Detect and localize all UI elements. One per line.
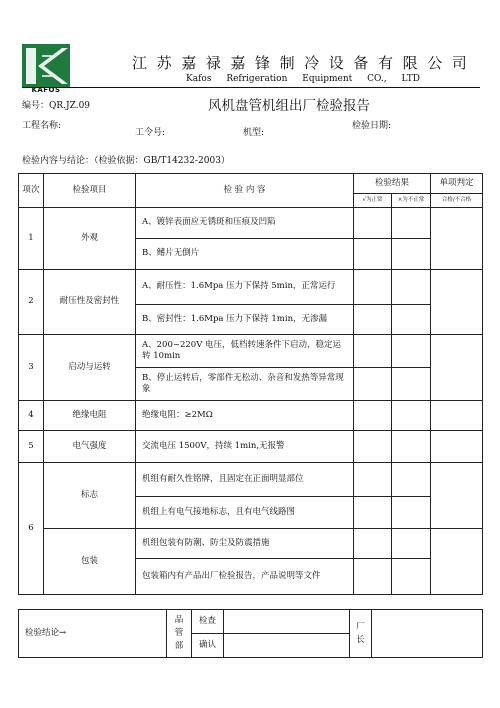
header-judgement: 单项判定: [431, 174, 483, 194]
company-name-en: Kafos Refrigeration Equipment CO., LTD: [186, 74, 420, 84]
row-content: B、密封性：1.6Mpa 压力下保持 1min，无渗漏: [136, 305, 354, 335]
table-row: [19, 529, 483, 559]
result-ng-cell[interactable]: [392, 559, 431, 595]
result-ok-cell[interactable]: [354, 559, 392, 595]
row-item: 电气强度: [44, 431, 136, 463]
row-number: 4: [19, 401, 44, 431]
result-ok-cell[interactable]: [354, 401, 392, 431]
content-basis-label: 检验内容与结论：（检验依据：GB/T14232-2003）: [22, 156, 230, 166]
result-ok-cell[interactable]: [354, 463, 392, 497]
result-ok-cell[interactable]: [354, 335, 392, 368]
table-row: [19, 401, 483, 431]
header-row: [19, 174, 483, 194]
result-ng-cell[interactable]: [392, 529, 431, 559]
row-item: 绝缘电阻: [44, 401, 136, 431]
judgement-cell[interactable]: [431, 335, 483, 401]
row-content: 机组有耐久性铭牌，且固定在正面明显部位: [136, 463, 354, 497]
result-ok-cell[interactable]: [354, 270, 392, 305]
document-title: 风机盘管机组出厂检验报告: [208, 98, 370, 114]
model-label: 机型:: [243, 128, 265, 138]
row-content: A、200~220V 电压，低档转速条件下启动，稳定运转 10min: [136, 335, 354, 368]
result-ok-cell[interactable]: [354, 239, 392, 270]
row-number: 2: [19, 270, 44, 335]
inspection-table: [18, 173, 483, 595]
conclusion-label: 检验结论→: [19, 610, 167, 658]
footer-table: [18, 609, 483, 658]
result-ng-cell[interactable]: [392, 401, 431, 431]
result-ng-cell[interactable]: [392, 305, 431, 335]
row-number: 6: [19, 463, 44, 595]
row-content: B、停止运转后，零部件无松动、杂音和发热等异常现象: [136, 368, 354, 401]
result-ok-cell[interactable]: [354, 431, 392, 463]
table-row: [19, 335, 483, 368]
result-ng-cell[interactable]: [392, 270, 431, 305]
footer-row: [19, 610, 483, 634]
row-item: 启动与运转: [44, 335, 136, 401]
row-content: 机组包装有防潮、防尘及防震措施: [136, 529, 354, 559]
row-content: 交流电压 1500V，持续 1min,无报警: [136, 431, 354, 463]
manager-label: 厂长: [350, 610, 372, 658]
project-name-label: 工程名称:: [22, 121, 62, 131]
header-seq: 项次: [19, 174, 44, 208]
row-item: 耐压性及密封性: [44, 270, 136, 335]
confirm-signature-cell[interactable]: [224, 634, 350, 658]
result-ng-cell[interactable]: [392, 463, 431, 497]
header-result: 检验结果: [354, 174, 431, 194]
result-ng-cell[interactable]: [392, 431, 431, 463]
check-label: 检查: [192, 610, 224, 634]
judgement-cell[interactable]: [431, 208, 483, 270]
confirm-label: 确认: [192, 634, 224, 658]
manager-signature-cell[interactable]: [372, 610, 483, 658]
result-ng-cell[interactable]: [392, 239, 431, 270]
result-ok-cell[interactable]: [354, 529, 392, 559]
row-number: 5: [19, 431, 44, 463]
result-ng-cell[interactable]: [392, 335, 431, 368]
judgement-cell[interactable]: [431, 401, 483, 431]
logo-text: KAFOS: [31, 86, 61, 94]
table-row: [19, 208, 483, 239]
header-result-ok: √为正常: [354, 194, 392, 208]
table-row: [19, 463, 483, 497]
header-pass-fail: 合格/不合格: [431, 194, 483, 208]
result-ng-cell[interactable]: [392, 368, 431, 401]
row-item: 包装: [44, 529, 136, 595]
result-ok-cell[interactable]: [354, 208, 392, 239]
document-number: 编号：QR.JZ.09: [22, 101, 91, 111]
kafos-logo-icon: [22, 44, 70, 88]
row-content: B、鳍片无倒片: [136, 239, 354, 270]
table-row: [19, 270, 483, 305]
company-name-cn: 江苏嘉禄嘉锋制冷设备有限公司: [132, 54, 477, 72]
row-item: 标志: [44, 463, 136, 529]
row-item: 外观: [44, 208, 136, 270]
judgement-cell[interactable]: [431, 431, 483, 463]
judgement-cell[interactable]: [431, 270, 483, 335]
inspect-date-label: 检验日期:: [352, 121, 392, 131]
header-divider: [22, 87, 480, 88]
row-content: 机组上有电气接地标志，且有电气线路图: [136, 497, 354, 529]
row-content: 绝缘电阻：≥2MΩ: [136, 401, 354, 431]
check-signature-cell[interactable]: [224, 610, 350, 634]
result-ng-cell[interactable]: [392, 208, 431, 239]
result-ng-cell[interactable]: [392, 497, 431, 529]
row-content: A、镀锌表面应无锈斑和压痕及凹陷: [136, 208, 354, 239]
table-row: [19, 431, 483, 463]
result-ok-cell[interactable]: [354, 497, 392, 529]
header-result-ng: ×为不正常: [392, 194, 431, 208]
row-number: 1: [19, 208, 44, 270]
judgement-cell[interactable]: [431, 529, 483, 595]
judgement-cell[interactable]: [431, 463, 483, 529]
row-content: 包装箱内有产品出厂检验报告，产品说明等文件: [136, 559, 354, 595]
header-item: 检验项目: [44, 174, 136, 208]
row-number: 3: [19, 335, 44, 401]
result-ok-cell[interactable]: [354, 305, 392, 335]
result-ok-cell[interactable]: [354, 368, 392, 401]
qc-dept-label: 品管部: [167, 610, 192, 658]
header-content: 检 验 内 容: [136, 174, 354, 208]
work-order-label: 工令号:: [135, 128, 166, 138]
row-content: A、耐压性：1.6Mpa 压力下保持 5min，正常运行: [136, 270, 354, 305]
